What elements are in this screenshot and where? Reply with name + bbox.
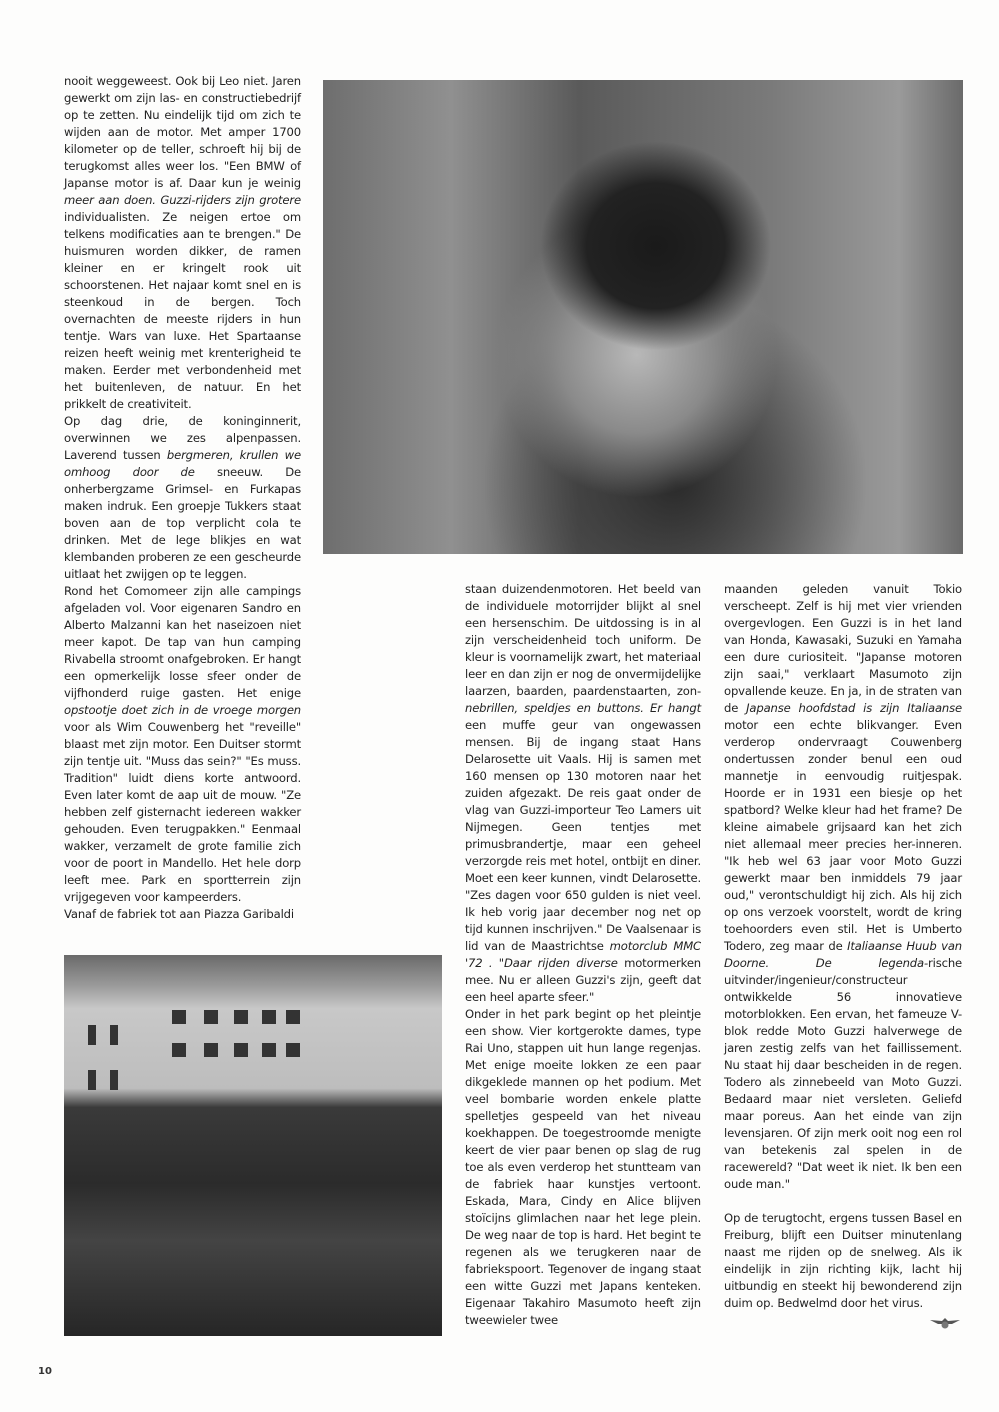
italic-text: meer aan doen. Guzzi-rijders zijn grotere [64, 193, 301, 207]
italic-text: opstootje doet zich in de vroege morgen [64, 703, 301, 717]
italic-text: motorclub MMC '72 . "Daar rijden diverse [465, 939, 701, 970]
italic-text: Italiaanse Huub van Doorne. De legenda- [724, 939, 962, 970]
italic-text: Japanse hoofdstad is zijn Italiaanse [746, 701, 962, 715]
article-paragraph: maanden geleden vanuit Tokio verscheept. Zelf is hij met vier vrienden overgevlogen. Een Guzzi is in het land van Honda, Kawasaki, Suzuki en Yamaha een dure curiositeit. "Japanse motoren zijn saai," verklaart Masumoto zijn opvallende keuze. En ja, in de straten van de Japanse hoofdstad is zijn Italiaanse motor een echte blikvanger. Even verderop ondervraagt Couwenberg ondertussen zonder benul een oud mannetje in eenvoudig ruitjespak. Hoorde er in 1931 een biesje op het spatbord? Welke kleur had het frame? De kleine aimabele grijsaard kan het zich niet allemaal meer precies her-inneren. "Ik heb wel 63 jaar voor Moto Guzzi gewerkt maar ben inmiddels 79 jaar oud," verontschuldigt hij zich. Als hij zich op ons verzoek voorstelt, wordt de kring toehoorders even stil. Het is Umberto Todero, zeg maar de Italiaanse Huub van Doorne. De legenda-rische uitvinder/ingenieur/constructeur ontwikkelde 56 innovatieve motorblokken. Een ervan, het fameuze V-blok redde Moto Guzzi halverwege de jaren zestig zelfs van het faillissement. Nu staat hij daar bescheiden in de regen. Todero als zinnebeeld van Moto Guzzi. Bedaard maar niet versleten. Geliefd maar poreus. Aan het einde van zijn levensjaren. Of zijn merk ooit nog een rol van betekenis zal spelen in de racewereld? "Dat weet ik niet. Ik ben een oude man." [724, 582, 962, 1191]
moto-guzzi-eagle-icon [930, 1316, 960, 1330]
article-paragraph: staan duizendenmotoren. Het beeld van de individuele motorrijder blijkt al snel een hersenschim. De uitdossing is in al zijn verscheidenheid toch uniform. De kleur is voornamelijk zwart, het materiaal leer en dan zijn er nog de onvermijdelijke laarzen, baarden, paardenstaarten, zon-nebrillen, speldjes en buttons. Er hangt een muffe geur van ongewassen mensen. Bij de ingang staat Hans Delarosette uit Vaals. Hij is samen met 160 mensen op 130 motoren naar het zuiden afgezakt. De reis gaat onder de vlag van Guzzi-importeur Teo Lamers uit Nijmegen. Geen tentjes met primusbrandertje, maar een geheel verzorgde reis met hotel, ontbijt en diner. Moet een keer kunnen, vindt Delarosette. "Zes dagen voor 650 gulden is niet veel. Ik heb vorig jaar december nog net op tijd kunnen inschrijven." De Vaalsenaar is lid van de Maastrichtse motorclub MMC '72 . "Daar rijden diverse motormerken mee. Nu er alleen Guzzi's zijn, geeft dat een heel aparte sfeer." [465, 582, 702, 1004]
article-column-2 [465, 581, 701, 1329]
italic-text: bergmeren, krullen we omhoog door de [64, 448, 301, 479]
article-paragraph: Op dag drie, de koninginnerit, overwinnen we zes alpenpassen. Laverend tussen bergmeren, krullen we omhoog door de sneeuw. De onherbergzame Grimsel- en Furkapas maken indruk. Een groepje Tukkers staat boven aan de top verplicht cola te drinken. Met de lege blikjes en wat klembanden proberen ze een gescheurde uitlaat het zwijgen op te leggen. [64, 414, 301, 581]
article-paragraph: nooit weggeweest. Ook bij Leo niet. Jaren gewerkt om zijn las- en constructiebedrijf op te zetten. Nu eindelijk tijd om zich te wijden aan de motor. Met amper 1700 kilometer op de teller, schroeft hij bij de terugkomst alles weer los. "Een BMW of Japanse motor is af. Daar kun je weinig meer aan doen. Guzzi-rijders zijn grotere individualisten. Ze neigen ertoe om telkens modificaties aan te brengen." De huismuren worden dikker, de ramen kleiner en er kringelt rook uit schoorstenen. Het najaar komt snel en is steenkoud in de bergen. Toch overnachten de meeste rijders in hun tentje. Wars van luxe. Het Spartaanse reizen heeft weinig met krenterigheid te maken. Eerder met verbondenheid met het buitenleven, de natuur. En het prikkelt de creativiteit. [64, 74, 301, 411]
page-number: 10 [38, 1366, 52, 1377]
portrait-photo [323, 80, 963, 554]
article-paragraph: Onder in het park begint op het pleintje een show. Vier kortgerokte dames, type Rai Uno, stappen uit hun lange regenjas. Met enige moeite lokken ze een paar dikgeklede mannen op het podium. Met veel bombarie worden enkele platte spelletjes gespeeld van het niveau koekhappen. De toegestroomde menigte keert de vier paar benen op slag de rug toe als even verderop het stuntteam van de fabriek haar kunstjes vertoont. Eskada, Mara, Cindy en Alice blijven stoïcijns glimlachen naar het lege plein. De weg naar de top is hard. Het begint te regenen als we terugkeren naar de fabriekspoort. Tegenover de ingang staat een witte Guzzi met Japans kenteken. Eigenaar Takahiro Masumoto heeft zijn tweewieler twee [465, 1007, 701, 1327]
article-column-3 [724, 581, 962, 1312]
italic-text: nebrillen, speldjes en buttons. Er hangt [465, 701, 701, 715]
article-column-1 [64, 73, 301, 923]
paragraph-spacer [724, 1193, 962, 1210]
article-paragraph: Op de terugtocht, ergens tussen Basel en Freiburg, blijft een Duitser minutenlang naast me rijden op de snelweg. Als ik eindelijk in zijn richting kijk, lacht hij uitbundig en steekt hij bewonderend zijn duim op. Bedwelmd door het virus. [724, 1211, 962, 1310]
article-paragraph: Vanaf de fabriek tot aan Piazza Garibaldi [64, 907, 294, 921]
article-paragraph: Rond het Comomeer zijn alle campings afgeladen vol. Voor eigenaren Sandro en Alberto Malzanni kan het naseizoen niet meer kapot. De tap van hun camping Rivabella stroomt onafgebroken. Er hangt een opmerkelijk losse sfeer onder de vijfhonderd ruige gasten. Het enige opstootje doet zich in de vroege morgen voor als Wim Couwenberg het "reveille" blaast met zijn motor. Een Duitser stormt zijn tentje uit. "Muss das sein?" "Es muss. Tradition" luidt diens korte antwoord. Even later komt de aap uit de mouw. "Ze hebben zelf gisternacht iedereen wakker gehouden. Even terugpakken." Eenmaal wakker, verzamelt de grote familie zich voor de poort in Mandello. Het hele dorp leeft mee. Park en sportterrein zijn vrijgegeven voor kampeerders. [64, 584, 301, 904]
motorcycle-crowd-photo [64, 955, 442, 1336]
